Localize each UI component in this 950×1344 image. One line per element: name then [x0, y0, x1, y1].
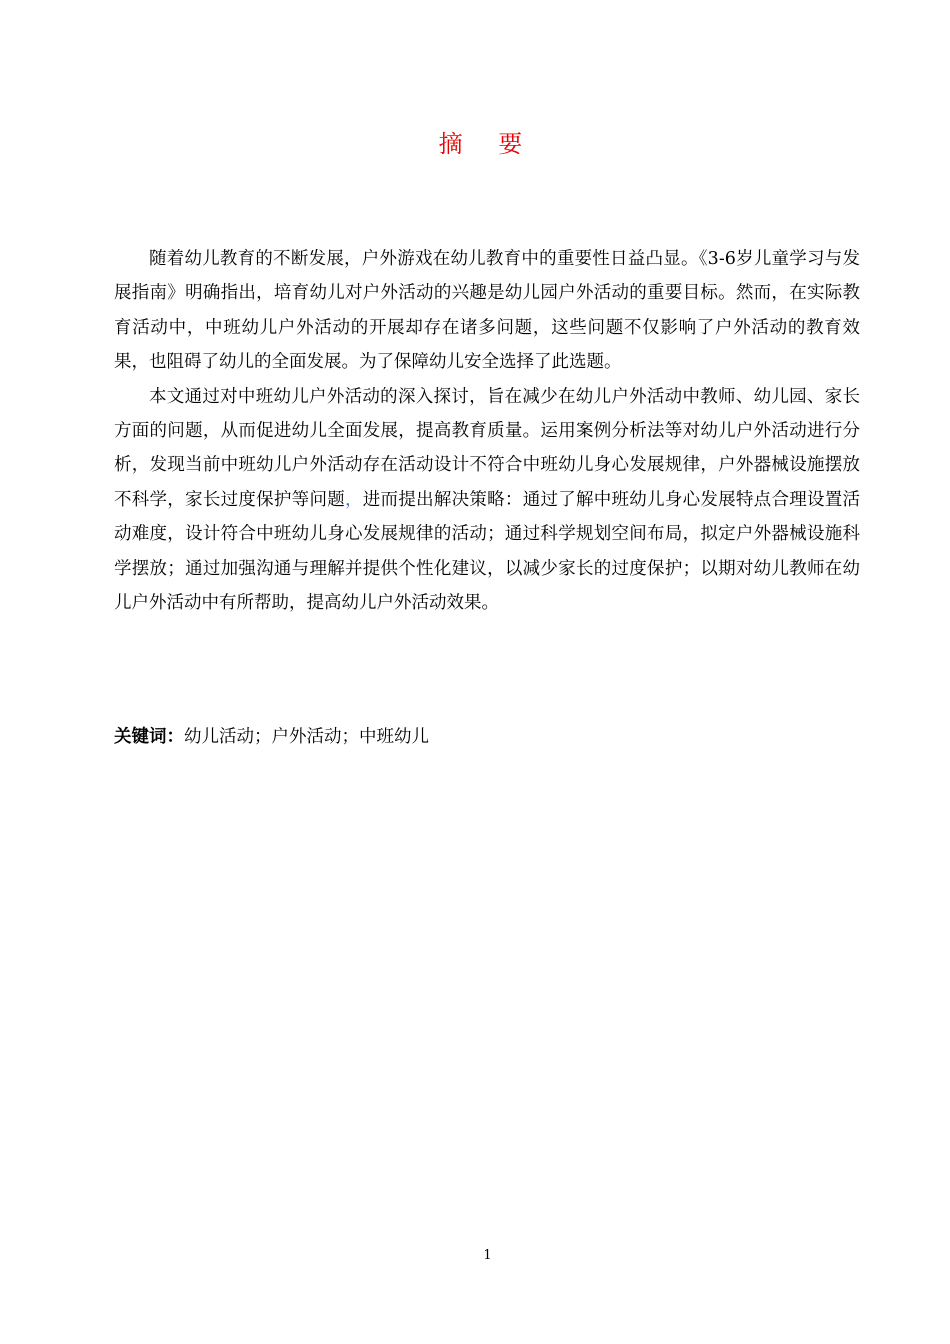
- page-number: 1: [483, 1248, 492, 1263]
- abstract-paragraph-2: [114, 380, 860, 621]
- abstract-title: 摘 要: [438, 130, 537, 158]
- keywords-text: 幼儿活动；户外活动；中班幼儿: [184, 727, 429, 747]
- abstract-paragraph-1: 随着幼儿教育的不断发展，户外游戏在幼儿教育中的重要性日益凸显。《3-6岁儿童学习与发展指南》明确指出，培育幼儿对户外活动的兴趣是幼儿园户外活动的重要目标。然而，在实际教育活动中，中班幼儿户外活动的开展却存在诸多问题，这些问题不仅影响了户外活动的教育效果，也阻碍了幼儿的全面发展。为了保障幼儿安全选择了此选题。: [114, 249, 860, 373]
- keywords-line: [114, 722, 860, 752]
- keywords-label: 关键词：: [114, 727, 184, 747]
- highlighted-comma: ，: [345, 489, 363, 510]
- paragraph-2-part-2: 进而提出解决策略：通过了解中班幼儿身心发展特点合理设置活动难度，设计符合中班幼儿身心发展规律的活动；通过科学规划空间布局，拟定户外器械设施科学摆放；通过加强沟通与理解并提供个性化建议，以减少家长的过度保护；以期对幼儿教师在幼儿户外活动中有所帮助，提高幼儿户外活动效果。: [114, 489, 861, 614]
- paragraph-2-part-1: 本文通过对中班幼儿户外活动的深入探讨，旨在减少在幼儿户外活动中教师、幼儿园、家长方面的问题，从而促进幼儿全面发展，提高教育质量。运用案例分析法等对幼儿户外活动进行分析，发现当前中班幼儿户外活动存在活动设计不符合中班幼儿身心发展规律，户外器械设施摆放不科学，家长过度保护等问题: [114, 386, 860, 510]
- abstract-body: [114, 242, 860, 620]
